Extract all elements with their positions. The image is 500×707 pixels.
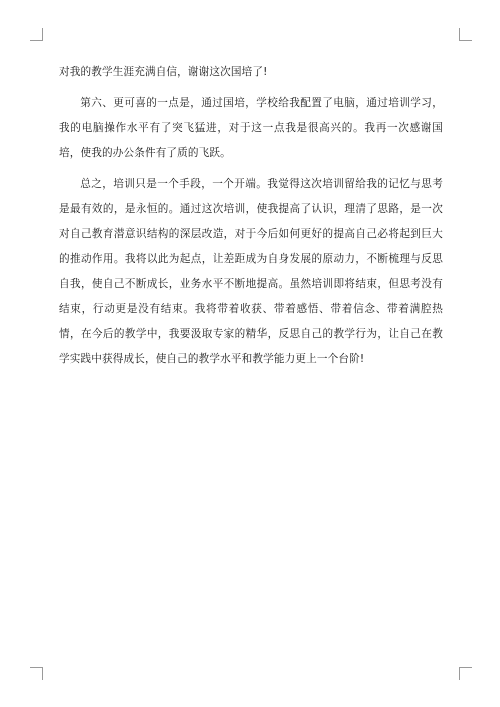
document-body bbox=[59, 60, 443, 372]
crop-mark-top-left bbox=[30, 28, 43, 41]
crop-mark-top-right bbox=[459, 28, 472, 41]
crop-mark-bottom-left bbox=[30, 667, 43, 680]
paragraph-sixth-point: 第六、更可喜的一点是，通过国培，学校给我配置了电脑，通过培训学习，我的电脑操作水平有了突飞猛进，对于这一点我是很高兴的。我再一次感谢国培，使我的办公条件有了质的飞跃。 bbox=[59, 97, 443, 159]
crop-mark-bottom-right bbox=[459, 667, 472, 680]
paragraph-conclusion: 总之，培训只是一个手段，一个开端。我觉得这次培训留给我的记忆与思考是最有效的，是永恒的。通过这次培训，使我提高了认识，理清了思路，是一次对自己教育潜意识结构的深层改造，对于今后如何更好的提高自己必将起到巨大的推动作用。我将以此为起点，让差距成为自身发展的原动力，不断梳理与反思自我，使自己不断成长，业务水平不断地提高。虽然培训即将结束，但思考没有结束，行动更是没有结束。我将带着收获、带着感悟、带着信念、带着满腔热情，在今后的教学中，我要汲取专家的精华，反思自己的教学行为，让自己在教学实践中获得成长，使自己的教学水平和教学能力更上一个台阶! bbox=[59, 178, 443, 365]
paragraph-closing-line: 对我的教学生涯充满自信，谢谢这次国培了! bbox=[59, 66, 268, 78]
